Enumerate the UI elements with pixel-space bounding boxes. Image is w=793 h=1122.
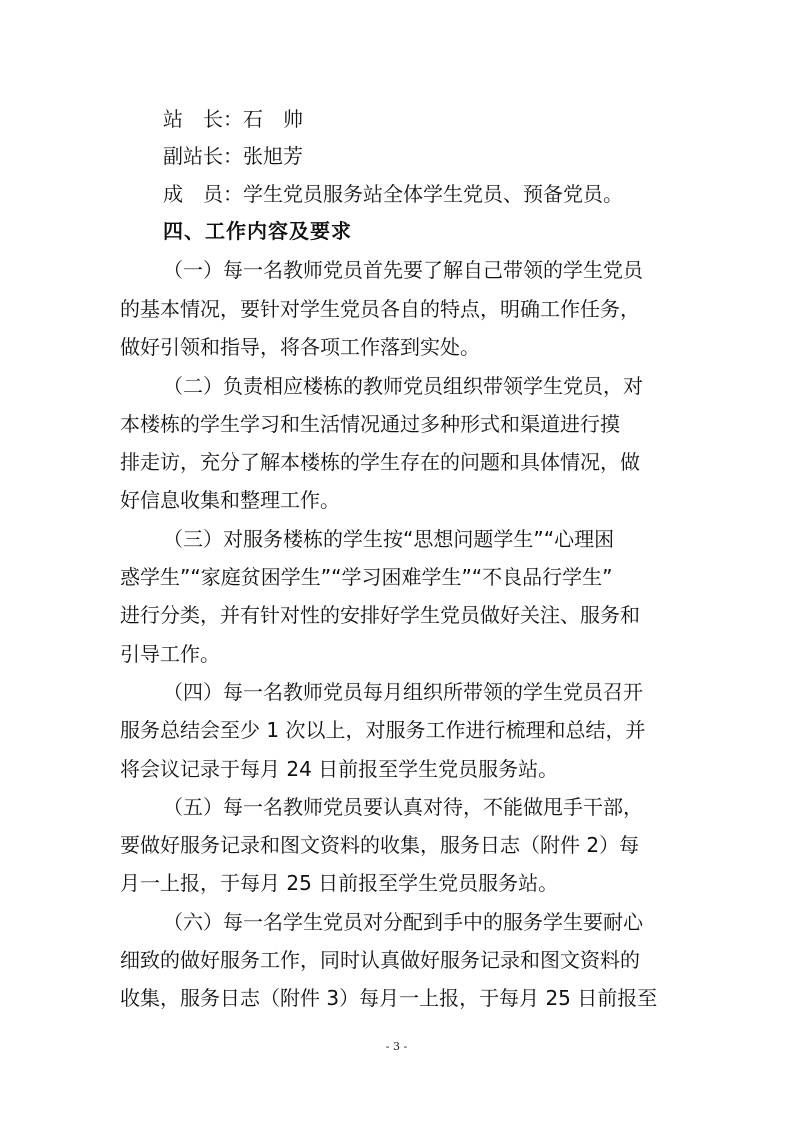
- paragraph-line: 惑学生”“家庭贫困学生”“学习困难学生”“不良品行学生”: [120, 565, 613, 589]
- paragraph-line: 收集，服务日志（附件 3）每月一上报，于每月 25 日前报至: [120, 986, 658, 1010]
- members-line: 成 员：学生党员服务站全体学生党员、预备党员。: [163, 182, 623, 206]
- paragraph-line: 将会议记录于每月 24 日前报至学生党员服务站。: [120, 757, 559, 781]
- paragraph-line: （五）每一名教师党员要认真对待，不能做甩手干部，: [163, 795, 643, 819]
- paragraph-line: 细致的做好服务工作，同时认真做好服务记录和图文资料的: [120, 948, 640, 972]
- paragraph-line: 引导工作。: [120, 642, 220, 666]
- paragraph-line: 做好引领和指导，将各项工作落到实处。: [120, 335, 480, 359]
- paragraph-line: （三）对服务楼栋的学生按“思想问题学生”“心理困: [163, 527, 615, 551]
- paragraph-line: （一）每一名教师党员首先要了解自己带领的学生党员: [163, 258, 643, 282]
- paragraph-line: 要做好服务记录和图文资料的收集，服务日志（附件 2）每: [120, 833, 640, 857]
- paragraph-line: 进行分类，并有针对性的安排好学生党员做好关注、服务和: [120, 603, 640, 627]
- paragraph-line: 的基本情况，要针对学生党员各自的特点，明确工作任务，: [120, 297, 640, 321]
- paragraph-line: 好信息收集和整理工作。: [120, 488, 340, 512]
- paragraph-line: 本楼栋的学生学习和生活情况通过多种形式和渠道进行摸: [120, 412, 620, 436]
- paragraph-line: （六）每一名学生党员对分配到手中的服务学生要耐心: [163, 910, 643, 934]
- deputy-director-line: 副站长：张旭芳: [163, 144, 303, 168]
- paragraph-line: （二）负责相应楼栋的教师党员组织带领学生党员，对: [163, 374, 643, 398]
- paragraph-line: 排走访，充分了解本楼栋的学生存在的问题和具体情况，做: [120, 450, 640, 474]
- paragraph-line: 服务总结会至少 1 次以上，对服务工作进行梳理和总结，并: [120, 718, 646, 742]
- page-number: - 3 -: [385, 1040, 408, 1053]
- paragraph-line: 月一上报，于每月 25 日前报至学生党员服务站。: [120, 871, 559, 895]
- paragraph-line: （四）每一名教师党员每月组织所带领的学生党员召开: [163, 680, 643, 704]
- director-line: 站 长：石 帅: [163, 107, 303, 131]
- section-heading: 四、工作内容及要求: [163, 219, 352, 243]
